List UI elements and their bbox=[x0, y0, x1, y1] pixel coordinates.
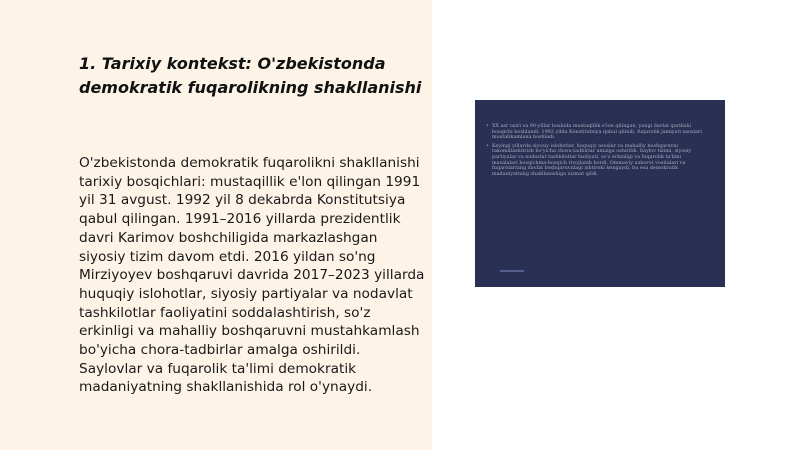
image-paragraph-2 bbox=[486, 144, 708, 178]
image-paragraph-1-text: XX asr oxiri va 90-yillar boshida mustaqillik e'lon qilingan, yangi davlat qurilishi bosqichi boshlandi. 1992 yilda Konstitutsiya qabul qilinib, fuqarolik jamiyati asoslari mustahkamlana boshladi. bbox=[492, 123, 702, 141]
image-paragraph-1 bbox=[486, 124, 708, 141]
slide-body-text: O'zbekistonda demokratik fuqarolikni shakllanishi tarixiy bosqichlari: mustaqillik e'lon qilingan 1991 yil 31 avgust. 1992 yil 8 dekabrda Konstitutsiya qabul qilingan. 1991–2016 yillarda prezidentlik davri Karimov boshchiligida markazlashgan siyosiy tizim davom etdi. 2016 yildan so'ng Mirziyoyev boshqaruvi davrida 2017–2023 yillarda huquqiy islohotlar, siyosiy partiyalar va nodavlat tashkilotlar faoliyatini soddalashtirish, so'z erkinligi va mahalliy boshqaruvni mustahkamlash bo'yicha chora-tadbirlar amalga oshirildi. Saylovlar va fuqarolik ta'limi demokratik madaniyatning shakllanishida rol o'ynaydi. bbox=[79, 155, 425, 396]
bullet-icon: • bbox=[486, 123, 489, 129]
document-image bbox=[475, 100, 725, 287]
bullet-icon: • bbox=[486, 142, 489, 149]
image-paragraph-2-text: Keyingi yillarda siyosiy islohotlar, huquqiy asoslar va mahalliy boshqaruvni takomillashtirish bo'yicha chora-tadbirlar amalga oshirildi. Saylov tizimi, siyosiy partiyalar va nodavlat tashkilotlar faoliyati, so'z erkinligi va fuqarolik ta'limi masalalari bosqichma-bosqich rivojlanib bordi. Ommaviy axborot vositalari va fuqarolarning davlat boshqaruvidagi ishtiroki kengaydi, bu esa demokratik madaniyatning shakllanishiga xizmat qildi. bbox=[492, 142, 692, 178]
slide-title: 1. Tarixiy kontekst: O'zbekistonda demokratik fuqarolikning shakllanishi bbox=[79, 54, 422, 97]
image-underline-decoration bbox=[500, 270, 524, 272]
image-text-block bbox=[486, 124, 708, 180]
